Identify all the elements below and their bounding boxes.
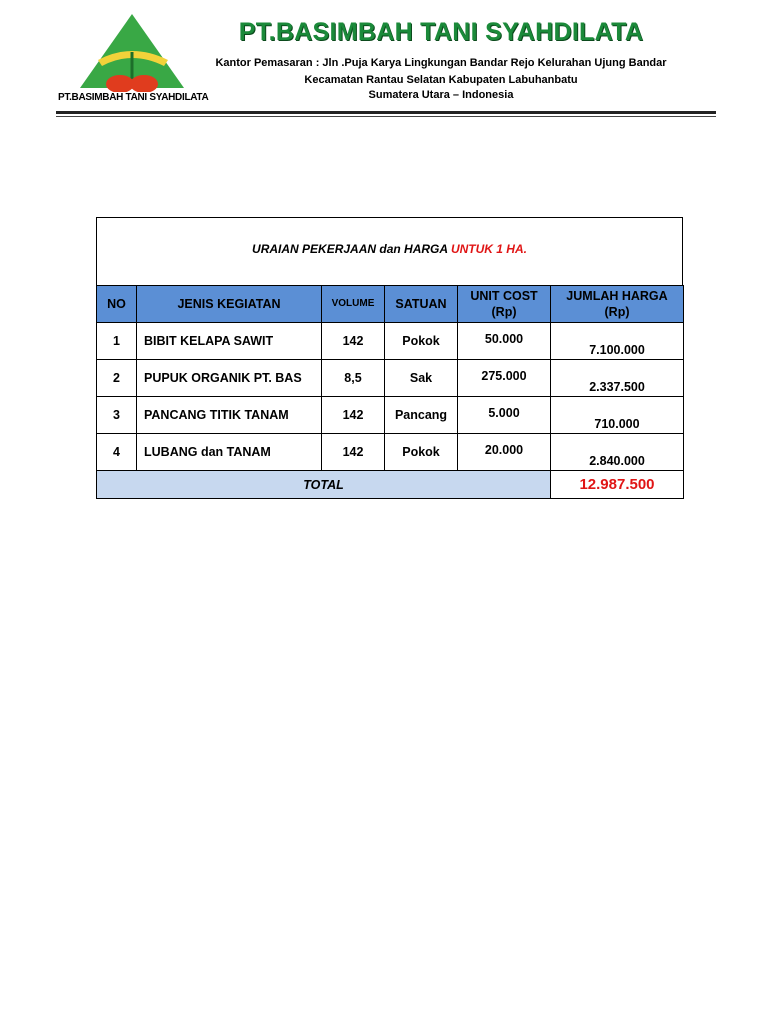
address-line-2: Kecamatan Rantau Selatan Kabupaten Labuhanbatu — [304, 74, 578, 86]
address-line-1: Kantor Pemasaran : Jln .Puja Karya Lingkungan Bandar Rejo Kelurahan Ujung Bandar — [215, 57, 667, 69]
header-jumlah-line2: (Rp) — [604, 305, 630, 319]
cost-table — [96, 285, 684, 499]
header-jumlah-harga — [551, 286, 684, 323]
total-label: TOTAL — [97, 471, 551, 499]
cell-volume: 8,5 — [322, 360, 385, 397]
table-row — [97, 397, 684, 434]
cell-unit-cost: 5.000 — [458, 397, 551, 434]
header-unit-cost-line2: (Rp) — [491, 305, 517, 319]
table-caption-highlight: UNTUK 1 HA. — [450, 242, 527, 256]
cell-no: 3 — [97, 397, 137, 434]
table-row — [97, 323, 684, 360]
cell-unit-cost: 20.000 — [458, 434, 551, 471]
cell-jenis: BIBIT KELAPA SAWIT — [137, 323, 322, 360]
cell-jumlah: 710.000 — [551, 397, 684, 434]
company-logo — [58, 12, 209, 108]
address-line-3: Sumatera Utara – Indonesia — [368, 89, 514, 101]
cell-unit-cost: 50.000 — [458, 323, 551, 360]
cell-volume: 142 — [322, 434, 385, 471]
cost-table-container — [96, 217, 683, 499]
cell-no: 4 — [97, 434, 137, 471]
header-no: NO — [97, 286, 137, 323]
cell-satuan: Pancang — [385, 397, 458, 434]
header-divider-thin — [56, 116, 716, 117]
table-caption — [96, 217, 683, 285]
cell-no: 1 — [97, 323, 137, 360]
cell-jumlah: 2.337.500 — [551, 360, 684, 397]
header-unit-cost-line1: UNIT COST — [470, 289, 538, 303]
cell-volume: 142 — [322, 397, 385, 434]
triangle-logo-icon — [76, 12, 188, 92]
company-title: PT.BASIMBAH TANI SYAHDILATA — [238, 18, 644, 46]
cell-satuan: Pokok — [385, 434, 458, 471]
cell-volume: 142 — [322, 323, 385, 360]
cell-unit-cost: 275.000 — [458, 360, 551, 397]
table-row — [97, 434, 684, 471]
header-jenis-kegiatan: JENIS KEGIATAN — [137, 286, 322, 323]
header-unit-cost — [458, 286, 551, 323]
total-value: 12.987.500 — [551, 471, 684, 499]
table-row — [97, 360, 684, 397]
cell-satuan: Sak — [385, 360, 458, 397]
header-divider — [56, 111, 716, 114]
cell-jenis: LUBANG dan TANAM — [137, 434, 322, 471]
cell-satuan: Pokok — [385, 323, 458, 360]
cell-jumlah: 2.840.000 — [551, 434, 684, 471]
logo-caption: PT.BASIMBAH TANI SYAHDILATA — [58, 92, 209, 103]
table-header-row — [97, 286, 684, 323]
cell-no: 2 — [97, 360, 137, 397]
table-total-row — [97, 471, 684, 499]
cell-jenis: PUPUK ORGANIK PT. BAS — [137, 360, 322, 397]
table-caption-main: URAIAN PEKERJAAN dan HARGA — [252, 242, 451, 256]
header-volume: VOLUME — [322, 286, 385, 323]
header-satuan: SATUAN — [385, 286, 458, 323]
cell-jumlah: 7.100.000 — [551, 323, 684, 360]
header-jumlah-line1: JUMLAH HARGA — [566, 289, 668, 303]
cell-jenis: PANCANG TITIK TANAM — [137, 397, 322, 434]
